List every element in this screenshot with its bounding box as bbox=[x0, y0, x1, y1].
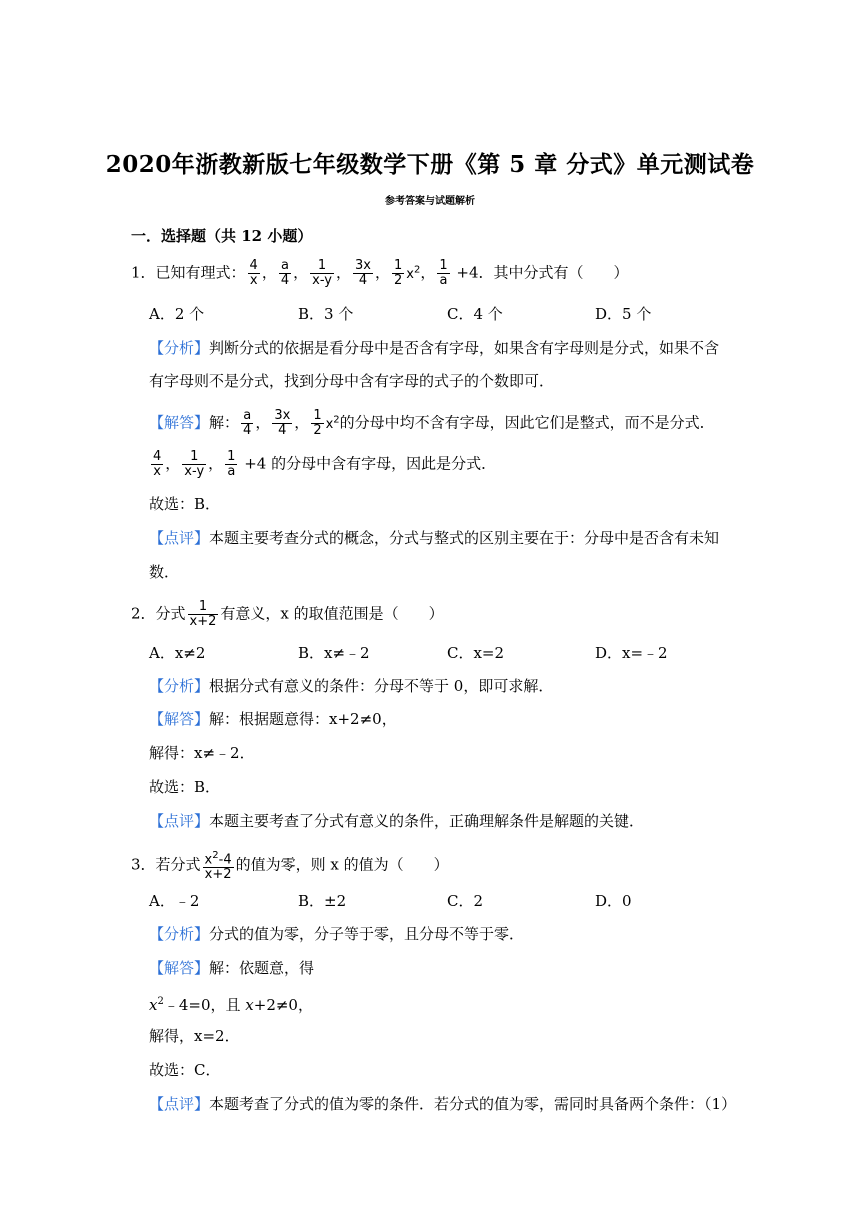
q1-solution: 【解答】解： $\frac{a}{4}$ ， $\frac{3x}{4}$ ， $\frac{1}{2}$ $x^2$的分母中均不含有字母，因此它们是整式，而不是分式． bbox=[149, 408, 715, 438]
q2-solution: 【解答】解：根据题意得：x+2≠0， bbox=[149, 710, 397, 728]
q3-analysis: 【分析】分式的值为零，分子等于零，且分母不等于零． bbox=[149, 925, 525, 943]
q2-option-a: A．x≠2 bbox=[149, 644, 206, 662]
q2-comment: 【点评】本题主要考查了分式有意义的条件，正确理解条件是解题的关键． bbox=[149, 812, 645, 830]
q3-option-d: D．0 bbox=[595, 892, 632, 910]
q1-comment: 【点评】本题主要考查分式的概念，分式与整式的区别主要在于：分母中是否含有未知 bbox=[149, 529, 720, 547]
q2-option-c: C．x=2 bbox=[447, 644, 505, 662]
q1-stem: 1．已知有理式： $\frac{4}{x}$ ， $\frac{a}{4}$ ， $\frac{1}{x-y}$ ， $\frac{3x}{4}$ ， $\frac{1}{2}$ $x^2$， $\frac{1}{a}$ +4．其中分式有（ ） bbox=[131, 258, 629, 288]
q3-solve: 解得，x=2． bbox=[149, 1027, 240, 1045]
q1-option-a: A．2 个 bbox=[149, 305, 205, 323]
document-title: 2020年浙教新版七年级数学下册《第 5 章 分式》单元测试卷 bbox=[105, 151, 755, 178]
q3-solution: 【解答】解：依题意，得 bbox=[149, 959, 315, 977]
q3-stem: 3．若分式 $\frac{x^2-4}{x+2}$ 的值为零，则 x 的值为（ ） bbox=[131, 850, 449, 883]
q2-frac: $\frac{1}{x+2}$ bbox=[189, 599, 217, 629]
q3-frac: $\frac{x^2-4}{x+2}$ bbox=[204, 850, 232, 883]
q1-solution-cont: $\frac{4}{x}$ ， $\frac{1}{x-y}$ ， $\frac{1}{a}$ +4 的分母中含有字母，因此是分式． bbox=[153, 449, 497, 479]
q2-analysis: 【分析】根据分式有意义的条件：分母不等于 0，即可求解． bbox=[149, 677, 554, 695]
q3-option-c: C．2 bbox=[447, 892, 484, 910]
q1-frac-6: $\frac{1}{a}$ bbox=[439, 258, 448, 288]
q3-equation: $x^2﹣4=0$，且 x+2≠0， bbox=[149, 996, 313, 1014]
q1-option-b: B．3 个 bbox=[298, 305, 354, 323]
q2-choice: 故选：B． bbox=[149, 778, 221, 796]
q1-comment-cont: 数． bbox=[149, 563, 180, 581]
q1-frac-5: $\frac{1}{2}$ bbox=[394, 258, 403, 288]
q1-option-d: D．5 个 bbox=[595, 305, 652, 323]
q1-frac-4: $\frac{3x}{4}$ bbox=[355, 258, 371, 288]
q2-option-b: B．x≠﹣2 bbox=[298, 644, 370, 662]
q1-analysis: 【分析】判断分式的依据是看分母中是否含有字母，如果含有字母则是分式，如果不含 bbox=[149, 339, 720, 357]
q3-option-b: B．±2 bbox=[298, 892, 347, 910]
q1-frac-1: $\frac{4}{x}$ bbox=[249, 258, 258, 288]
q1-frac-3: $\frac{1}{x-y}$ bbox=[312, 258, 332, 288]
q2-stem: 2．分式 $\frac{1}{x+2}$ 有意义，x 的取值范围是（ ） bbox=[131, 599, 444, 629]
q2-option-d: D．x=﹣2 bbox=[595, 644, 668, 662]
q3-comment: 【点评】本题考查了分式的值为零的条件．若分式的值为零，需同时具备两个条件：（1） bbox=[149, 1095, 737, 1113]
q3-option-a: A．﹣2 bbox=[149, 892, 200, 910]
q1-analysis-cont: 有字母则不是分式，找到分母中含有字母的式子的个数即可． bbox=[149, 372, 555, 390]
section-heading: 一．选择题（共 12 小题） bbox=[131, 227, 313, 245]
q1-suffix: +4．其中分式有（ ） bbox=[451, 263, 629, 282]
document-subtitle: 参考答案与试题解析 bbox=[385, 196, 475, 207]
q2-solve: 解得：x≠﹣2． bbox=[149, 744, 255, 762]
q1-choice: 故选：B． bbox=[149, 495, 221, 513]
q1-prefix: 1．已知有理式： bbox=[131, 263, 246, 282]
q1-option-c: C．4 个 bbox=[447, 305, 503, 323]
q3-choice: 故选：C． bbox=[149, 1061, 221, 1079]
q1-frac-2: $\frac{a}{4}$ bbox=[280, 258, 290, 288]
